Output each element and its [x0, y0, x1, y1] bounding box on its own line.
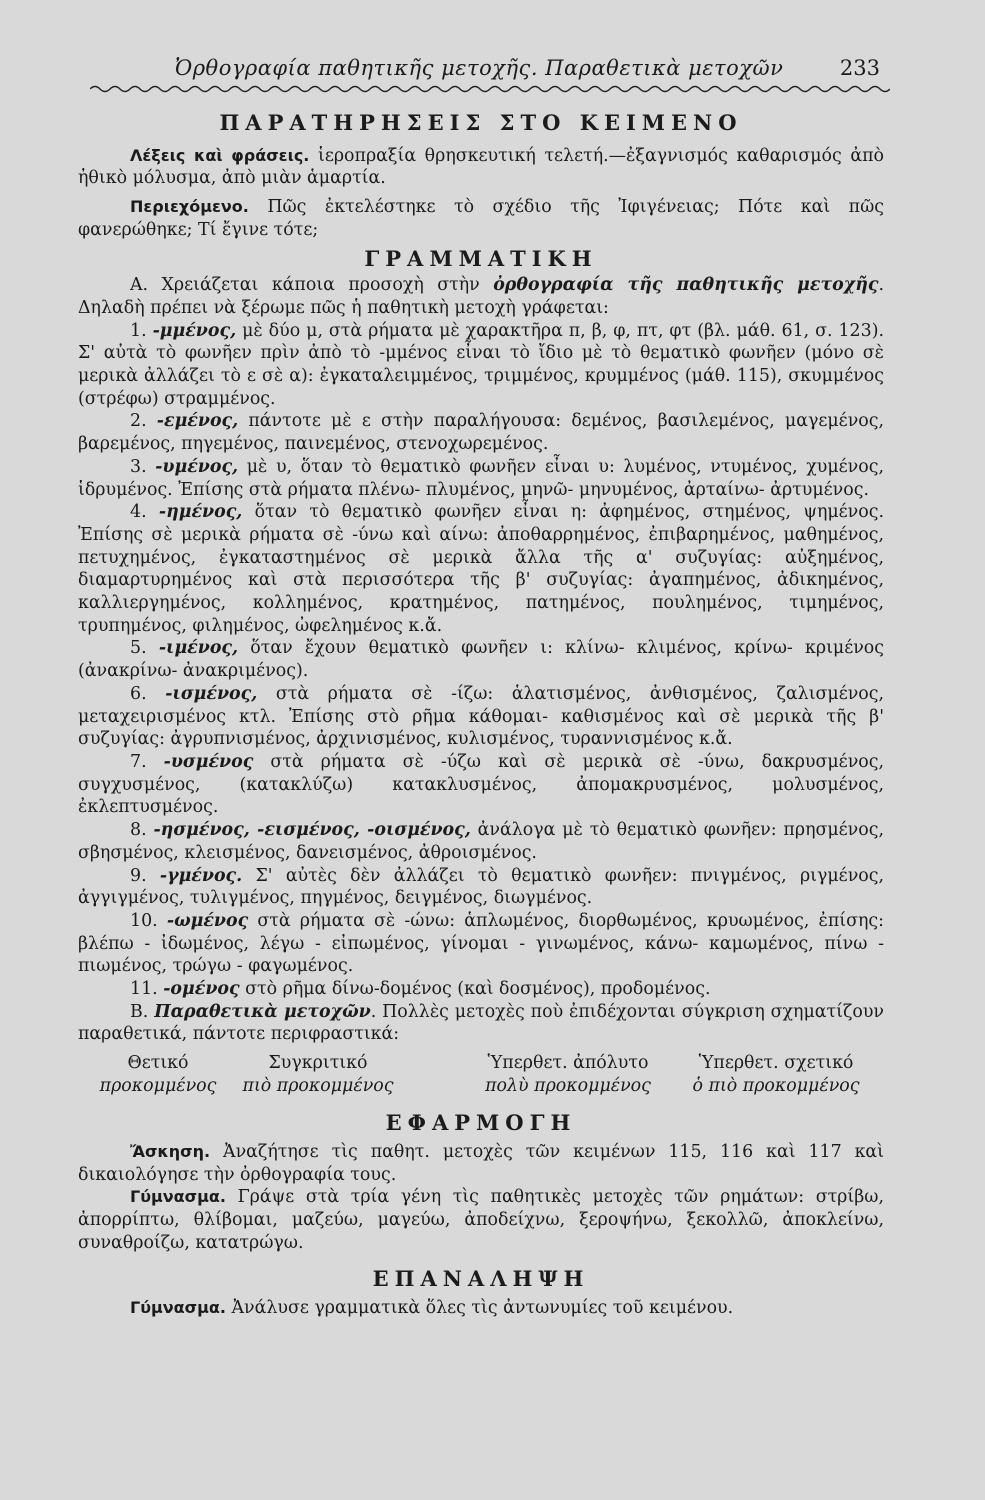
content-label: Περιεχόμενο. [130, 197, 249, 217]
rule-text: στὰ ρήματα σὲ -ύζω καὶ σὲ μερικὰ σὲ -ύνω, δακρυσμένος, συγχυσμένος, (κατακλύζω) κατακλυσμένος, ἀπομακρυσμένος, μολυσμένος, ἐκλεπτυσμένος. [78, 751, 885, 818]
rule-suffix: -ομένος [163, 979, 240, 1000]
section-a-lead: Α. Χρειάζεται κάποια προσοχὴ στὴν [130, 275, 494, 296]
rule-suffix: -γμένος. [159, 865, 243, 886]
rule-item [78, 320, 884, 411]
rule-text: ὅταν ἔχουν θεματικὸ φωνῆεν ι: κλίνω- κλιμένος, κρίνω- κριμένος (ἀνακρίνω- ἀνακριμένος). [78, 638, 884, 682]
revision-label: Γύμνασμα. [130, 1298, 226, 1318]
degree-absolute-superlative: Ὑπερθετ. ἀπόλυτο πολὺ προκομμένος [485, 1053, 651, 1096]
rule-item [78, 683, 884, 751]
rule-number: 6. [130, 683, 147, 704]
revision-text: Ἀνάλυσε γραμματικὰ ὅλες τὶς ἀντωνυμίες τοῦ κειμένου. [225, 1298, 734, 1319]
rule-suffix: -ιμένος, [158, 638, 239, 659]
rule-item [78, 637, 884, 682]
rule-item [78, 410, 884, 455]
rule-number: 2. [130, 411, 147, 432]
rule-item [78, 501, 884, 637]
page-number: 233 [839, 56, 880, 80]
degree-relative-superlative: Ὑπερθετ. σχετικό ὁ πιὸ προκομμένος [692, 1053, 860, 1096]
page-body [78, 112, 884, 1320]
rule-suffix: -υσμένος [163, 751, 254, 772]
header-title: Ὀρθογραφία παθητικῆς μετοχῆς. Παραθετικὰ μετοχῶν [175, 56, 784, 80]
comparison-degrees [78, 1052, 884, 1098]
rule-number: 4. [130, 502, 147, 523]
drill-text: Γράψε στὰ τρία γένη τὶς παθητικὲς μετοχὲς τῶν ρημάτων: στρίβω, ἀπορρίπτω, θλίβομαι, μαζεύω, μαγεύω, ἀποδείχνω, ξεροψήνω, ξεκολλῶ, ἀποκλείνω, συναθροίζω, κατατρώγω. [78, 1187, 884, 1253]
rule-text: ὅταν τὸ θεματικὸ φωνῆεν εἶναι η: ἀφημένος, στημένος, ψημένος. Ἐπίσης σὲ μερικὰ ρήματα σὲ -ύνω καὶ αίνω: ἀποθαρρημένος, ἐπιβαρημένος, μαθημένος, πετυχημένος, ἐγκαταστημένος σὲ μερικὰ ἄλλα τῆς α' συζυγίας: αὐξημένος, διαμαρτυρημένος καὶ στὰ περισσότερα τῆς β' συζυγίας: ἀγαπημένος, ἀδικημένος, καλλιεργημένος, κολλημένος, κρατημένος, πατημένος, πουλημένος, τιμημένος, τρυπημένος, φιλημένος, ὠφελημένος κ.ἄ. [78, 502, 884, 636]
degree-comparative: Συγκριτικό πιὸ προκομμένος [242, 1053, 394, 1096]
section-b [78, 1001, 884, 1046]
rule-number: 9. [130, 865, 147, 886]
drill-label: Γύμνασμα. [130, 1187, 226, 1207]
rule-text: στὰ ρήματα σὲ -ώνω: ἁπλωμένος, διορθωμένος, κρυωμένος, ἐπίσης: βλέπω - ἰδωμένος, λέγω - εἰπωμένος, γίνομαι - γινωμένος, κάνω- καμωμένος, πίνω - πιωμένος, τρώγω - φαγωμένος. [78, 910, 885, 977]
rule-number: 1. [130, 320, 147, 341]
rule-text: μὲ δύο μ, στὰ ρήματα μὲ χαρακτῆρα π, β, φ, πτ, φτ (βλ. μάθ. 61, σ. 123). Σ' αὐτὰ τὸ φωνῆεν πρὶν ἀπὸ τὸ -μμένος εἶναι τὸ ἴδιο μὲ τὸ θεματικὸ φωνῆεν (μόνο σὲ μερικὰ ἀλλάζει τὸ ε σὲ α): ἐγκαταλειμμένος, τριμμένος, κρυμμένος (μάθ. 115), σκυμμένος (στρέφω) στραμμένος. [78, 320, 885, 409]
exercise [78, 1141, 884, 1186]
rule-item [78, 978, 884, 1001]
rule-number: 10. [130, 910, 158, 931]
rule-text: πάντοτε μὲ ε στὴν παραλήγουσα: δεμένος, βασιλεμένος, μαγεμένος, βαρεμένος, πηγεμένος, παινεμένος, στενοχωρεμένος. [78, 411, 885, 455]
vocabulary-note [78, 145, 884, 190]
rule-text: Σ' αὐτὲς δὲν ἀλλάζει τὸ θεματικὸ φωνῆεν: πνιγμένος, ριγμένος, ἀγγιγμένος, τυλιγμένος, πηγμένος, δειγμένος, διωγμένος. [78, 865, 884, 909]
grammar-heading: ΓΡΑΜΜΑΤΙΚΗ [364, 245, 598, 271]
rule-suffix: -ισμένος, [165, 683, 258, 704]
rule-item [78, 819, 884, 864]
rule-text: στὰ ρήματα σὲ -ίζω: ἁλατισμένος, ἀνθισμένος, ζαλισμένος, μεταχειρισμένος κτλ. Ἐπίσης στὸ ρῆμα κάθομαι- καθισμένος καὶ σὲ μερικὰ τῆς β' συζυγίας: ἀγρυπνισμένος, ἀρχινισμένος, κυλισμένος, τυραννισμένος κ.ἄ. [78, 683, 885, 750]
notes-heading: ΠΑΡΑΤΗΡΗΣΕΙΣ ΣΤΟ ΚΕΙΜΕΝΟ [219, 110, 743, 135]
application-heading: ΕΦΑΡΜΟΓΗ [385, 1110, 577, 1136]
section-b-tail: . Πολλὲς μετοχὲς ποὺ ἐπιδέχονται σύγκριση σχηματίζουν παραθετικά, πάντοτε περιφραστικά: [78, 1001, 884, 1045]
content-note [78, 196, 884, 241]
rule-item [78, 865, 884, 910]
suffix-rules [78, 320, 884, 1001]
rule-suffix: -ησμένος, -εισμένος, -οισμένος, [153, 820, 471, 841]
rule-number: 3. [130, 456, 147, 477]
rule-item [78, 910, 884, 978]
rule-number: 11. [130, 979, 158, 1000]
revision-drill [78, 1297, 884, 1320]
rule-suffix: -υμένος, [155, 456, 239, 477]
wavy-rule [90, 84, 890, 94]
section-b-emphasis: Παραθετικὰ μετοχῶν [154, 1001, 371, 1022]
rule-number: 8. [130, 820, 147, 841]
rule-suffix: -ημένος, [158, 502, 243, 523]
exercise-text: Ἀναζήτησε τὶς παθητ. μετοχὲς τῶν κειμένων 115, 116 καὶ 117 καὶ δικαιολόγησε τὴν ὀρθογραφία τους. [78, 1141, 884, 1185]
rule-suffix: -ωμένος [166, 910, 249, 931]
revision-heading: ΕΠΑΝΑΛΗΨΗ [372, 1266, 590, 1292]
vocabulary-text: ἱεροπραξία θρησκευτική τελετή.—ἐξαγνισμός καθαρισμός ἀπὸ ἠθικὸ μόλυσμα, ἀπὸ μιὰν ἁμαρτία. [78, 145, 884, 189]
rule-item [78, 456, 884, 501]
vocabulary-label: Λέξεις καὶ φράσεις. [130, 145, 310, 165]
rule-text: στὸ ρῆμα δίνω-δομένος (καὶ δοσμένος), προδομένος. [239, 979, 711, 1000]
section-a [78, 274, 884, 319]
degree-positive: Θετικό προκομμένος [99, 1053, 217, 1096]
content-text: Πῶς ἐκτελέστηκε τὸ σχέδιο τῆς Ἰφιγένειας; Πότε καὶ πῶς φανερώθηκε; Τί ἔγινε τότε; [78, 197, 884, 240]
drill [78, 1186, 884, 1254]
section-a-emphasis: ὀρθογραφία τῆς παθητικῆς μετοχῆς [493, 275, 879, 296]
section-b-lead: Β. [130, 1001, 155, 1022]
rule-suffix: -μμένος, [152, 320, 237, 341]
section-a-tail: . Δηλαδὴ πρέπει νὰ ξέρωμε πῶς ἡ παθητικὴ μετοχὴ γράφεται: [78, 275, 884, 318]
rule-number: 5. [130, 638, 147, 659]
rule-item [78, 751, 884, 819]
running-header [90, 50, 890, 90]
rule-number: 7. [130, 751, 147, 772]
rule-text: μὲ υ, ὅταν τὸ θεματικὸ φωνῆεν εἶναι υ: λυμένος, ντυμένος, χυμένος, ἱδρυμένος. Ἐπίσης στὰ ρήματα πλένω- πλυμένος, μηνῶ- μηνυμένος, ἀρταίνω- ἀρτυμένος. [78, 456, 884, 500]
rule-text: ἀνάλογα μὲ τὸ θεματικὸ φωνῆεν: πρησμένος, σβησμένος, κλεισμένος, δανεισμένος, ἀθροισμένος. [78, 820, 884, 863]
rule-suffix: -εμένος, [156, 411, 239, 432]
exercise-label: Ἄσκηση. [130, 1141, 211, 1161]
